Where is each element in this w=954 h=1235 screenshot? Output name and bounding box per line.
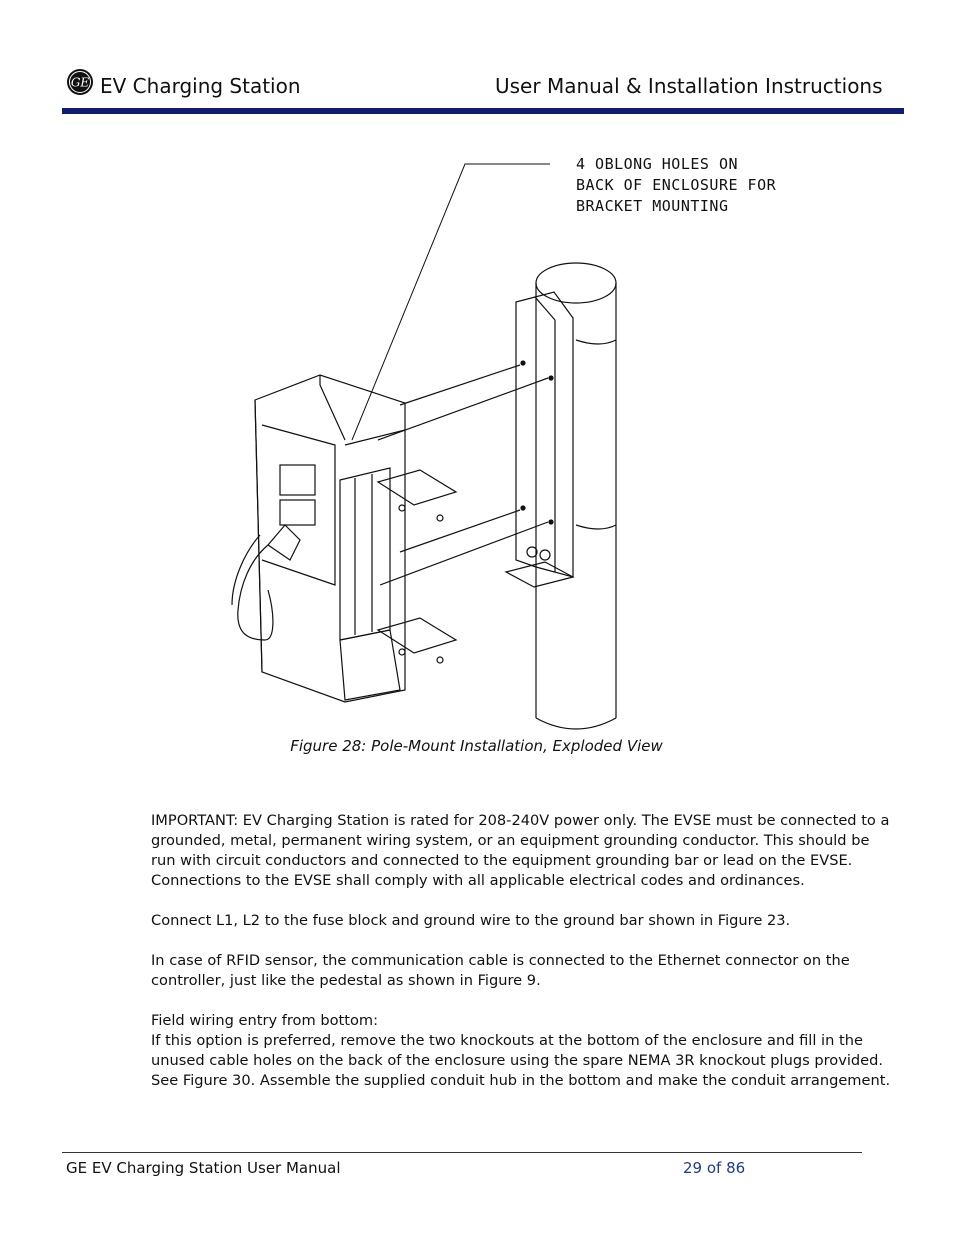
footer-title: GE EV Charging Station User Manual bbox=[66, 1159, 341, 1177]
svg-text:GE: GE bbox=[70, 75, 90, 90]
header-title: EV Charging Station bbox=[100, 74, 301, 98]
figure-caption-text: Figure 28: Pole-Mount Installation, Exploded View bbox=[290, 737, 663, 755]
connection-paragraph: Connect L1, L2 to the fuse block and ground wire to the ground bar shown in Figure 23. bbox=[151, 912, 791, 929]
pole-mount-illustration bbox=[200, 150, 820, 735]
header-subtitle: User Manual & Installation Instructions bbox=[495, 74, 883, 98]
field-wiring-paragraph: If this option is preferred, remove the two knockouts at the bottom of the enclosure and fill in the unused cable holes on the back of the enclosure using the spare NEMA 3R knockout plugs provided. See Figure 30. Assemble the supplied conduit hub in the bottom and make the conduit arrangement. bbox=[151, 1032, 891, 1089]
ge-logo-icon bbox=[66, 68, 94, 96]
header-rule bbox=[62, 108, 904, 114]
figure-caption bbox=[0, 737, 954, 755]
rfid-paragraph: In case of RFID sensor, the communication cable is connected to the Ethernet connector on the controller, just like the pedestal as shown in Figure 9. bbox=[151, 952, 850, 989]
figure-callout: 4 OBLONG HOLES ON BACK OF ENCLOSURE FOR BRACKET MOUNTING bbox=[576, 155, 777, 215]
body-text bbox=[151, 811, 891, 1111]
page-number: 29 of 86 bbox=[683, 1159, 746, 1177]
important-paragraph: IMPORTANT: EV Charging Station is rated for 208-240V power only. The EVSE must be connected to a grounded, metal, permanent wiring system, or an equipment grounding conductor. This should be run with circuit conductors and connected to the equipment grounding bar or lead on the EVSE. Connections to the EVSE shall comply with all applicable electrical codes and ordinances. bbox=[151, 812, 890, 889]
field-wiring-heading: Field wiring entry from bottom: bbox=[151, 1012, 379, 1029]
footer-rule bbox=[62, 1152, 862, 1153]
